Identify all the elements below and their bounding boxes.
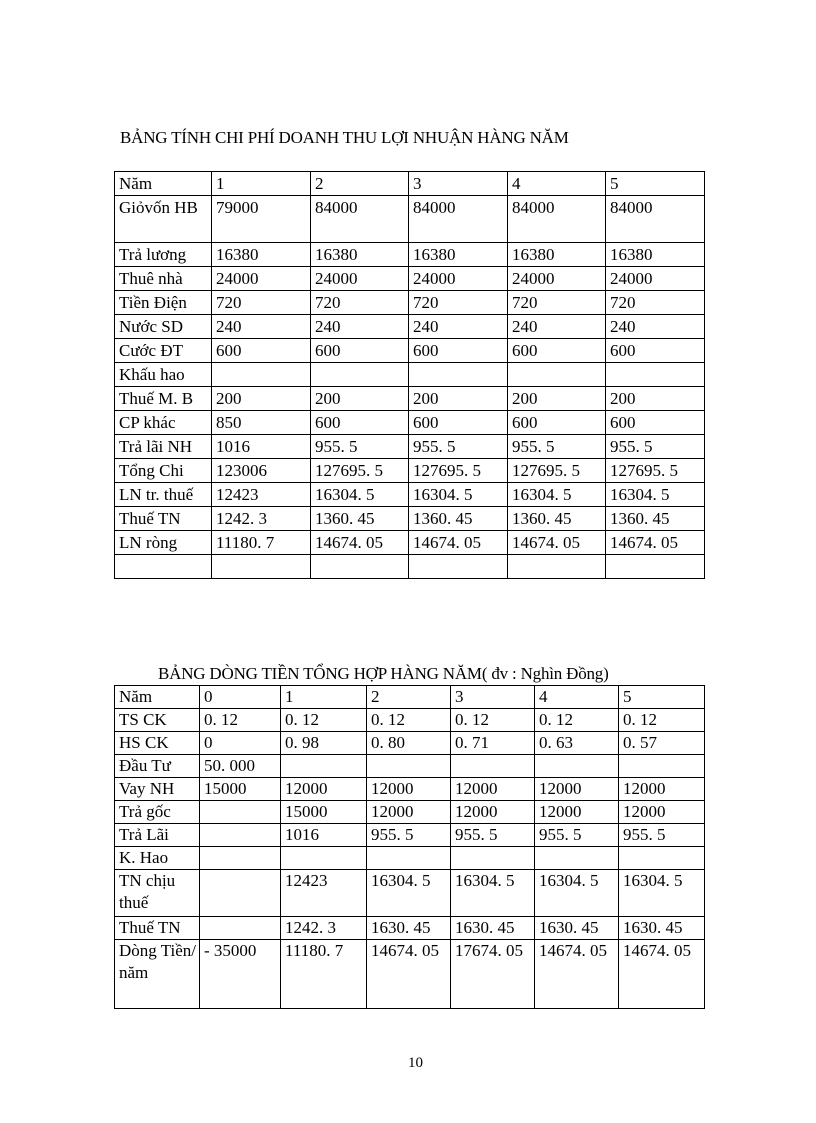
- table-cell: 240: [606, 315, 705, 339]
- table-cell: [311, 555, 409, 579]
- table-cell: 1242. 3: [281, 917, 367, 940]
- table-cell: 123006: [212, 459, 311, 483]
- table-cell: 0: [200, 732, 281, 755]
- table-cell: 720: [212, 291, 311, 315]
- row-label-cell: Khấu hao: [115, 363, 212, 387]
- row-label-cell: Năm: [115, 172, 212, 196]
- table-cell: 12423: [212, 483, 311, 507]
- table-cell: 955. 5: [409, 435, 508, 459]
- table-cell: 0. 12: [535, 709, 619, 732]
- table-cell: 955. 5: [619, 824, 705, 847]
- table-cell: 84000: [606, 196, 705, 243]
- table-cell: 16380: [311, 243, 409, 267]
- row-label-cell: Trả gốc: [115, 801, 200, 824]
- table-cell: 0. 80: [367, 732, 451, 755]
- row-label-cell: Tổng Chi: [115, 459, 212, 483]
- table-cell: 955. 5: [367, 824, 451, 847]
- table-cell: 1360. 45: [311, 507, 409, 531]
- table-cell: [606, 555, 705, 579]
- table-cell: [535, 847, 619, 870]
- table-cell: 600: [311, 339, 409, 363]
- table-cell: [200, 917, 281, 940]
- row-label-cell: Thuê nhà: [115, 267, 212, 291]
- table-cell: 1360. 45: [508, 507, 606, 531]
- row-label-cell: TN chịu thuế: [115, 870, 200, 917]
- table-cell: 12000: [619, 801, 705, 824]
- table2-title: BẢNG DÒNG TIỀN TỔNG HỢP HÀNG NĂM( đv : Nghìn Đồng): [158, 664, 609, 683]
- table-row: [115, 339, 705, 363]
- row-label-cell: TS CK: [115, 709, 200, 732]
- table-row: [115, 459, 705, 483]
- table-cell: 84000: [409, 196, 508, 243]
- row-label-cell: Dòng Tiền/ năm: [115, 940, 200, 1009]
- table-cell: [200, 847, 281, 870]
- table-cell: 955. 5: [311, 435, 409, 459]
- table-cell: 240: [508, 315, 606, 339]
- page-number: 10: [408, 1055, 423, 1071]
- table-cell: 14674. 05: [311, 531, 409, 555]
- table-cell: 16304. 5: [311, 483, 409, 507]
- table-cell: 1016: [281, 824, 367, 847]
- table-row: [115, 755, 705, 778]
- table-cell: 12000: [367, 778, 451, 801]
- table-cell: 0. 12: [451, 709, 535, 732]
- table-cell: 127695. 5: [606, 459, 705, 483]
- table-row: [115, 483, 705, 507]
- table-cell: 0. 12: [281, 709, 367, 732]
- table-cell: 200: [508, 387, 606, 411]
- table-cell: 2: [311, 172, 409, 196]
- table-cell: 84000: [508, 196, 606, 243]
- table-cell: 24000: [606, 267, 705, 291]
- table-cell: 3: [409, 172, 508, 196]
- table-cell: 2: [367, 686, 451, 709]
- table-cell: 4: [535, 686, 619, 709]
- table-cell: 200: [409, 387, 508, 411]
- row-label-cell: Thuế TN: [115, 507, 212, 531]
- table-cell: 15000: [200, 778, 281, 801]
- table-row: [115, 315, 705, 339]
- table-cell: 0. 63: [535, 732, 619, 755]
- table-cell: 16304. 5: [606, 483, 705, 507]
- table-cell: 0. 57: [619, 732, 705, 755]
- table-cell: 79000: [212, 196, 311, 243]
- table-row: [115, 196, 705, 243]
- table-cell: [212, 555, 311, 579]
- table-cell: [535, 755, 619, 778]
- row-label-cell: [115, 555, 212, 579]
- table-cell: [409, 363, 508, 387]
- table-cell: [367, 755, 451, 778]
- table-cell: 600: [606, 411, 705, 435]
- table-cell: 127695. 5: [409, 459, 508, 483]
- table-cell: 127695. 5: [508, 459, 606, 483]
- table-cell: 600: [409, 411, 508, 435]
- table-cell: 5: [619, 686, 705, 709]
- table-cell: 0: [200, 686, 281, 709]
- table-cell: 240: [409, 315, 508, 339]
- row-label-cell: CP khác: [115, 411, 212, 435]
- table-cell: 14674. 05: [508, 531, 606, 555]
- table-cell: 12000: [281, 778, 367, 801]
- table-row: [115, 940, 705, 1009]
- table-cell: 84000: [311, 196, 409, 243]
- table-cell: 16380: [606, 243, 705, 267]
- table-cell: 200: [212, 387, 311, 411]
- row-label-cell: Giỏvốn HB: [115, 196, 212, 243]
- table-cell: 1360. 45: [606, 507, 705, 531]
- table-cell: 600: [508, 411, 606, 435]
- table-cell: 600: [311, 411, 409, 435]
- table-cell: 0. 12: [619, 709, 705, 732]
- table-row: [115, 243, 705, 267]
- table-cell: 12000: [619, 778, 705, 801]
- table-cell: 240: [311, 315, 409, 339]
- table-cell: 14674. 05: [535, 940, 619, 1009]
- table-cell: 600: [212, 339, 311, 363]
- row-label-cell: LN ròng: [115, 531, 212, 555]
- cost-revenue-profit-table: [114, 171, 705, 579]
- table-cell: 1016: [212, 435, 311, 459]
- table-cell: [508, 555, 606, 579]
- table-row: [115, 387, 705, 411]
- table-cell: 16380: [409, 243, 508, 267]
- table-cell: 12000: [535, 801, 619, 824]
- row-label-cell: Nước SD: [115, 315, 212, 339]
- table-row: [115, 732, 705, 755]
- table-cell: [200, 870, 281, 917]
- table-cell: [409, 555, 508, 579]
- table-cell: 1: [281, 686, 367, 709]
- row-label-cell: Thuế M. B: [115, 387, 212, 411]
- table-row: [115, 709, 705, 732]
- table-cell: 0. 71: [451, 732, 535, 755]
- table-cell: 0. 12: [367, 709, 451, 732]
- table-row: [115, 531, 705, 555]
- table-cell: 600: [606, 339, 705, 363]
- table-cell: 24000: [508, 267, 606, 291]
- row-label-cell: LN tr. thuế: [115, 483, 212, 507]
- row-label-cell: Trả lương: [115, 243, 212, 267]
- table-cell: [508, 363, 606, 387]
- table-cell: 1630. 45: [367, 917, 451, 940]
- table-cell: 1: [212, 172, 311, 196]
- table-row: [115, 847, 705, 870]
- row-label-cell: Trả Lãi: [115, 824, 200, 847]
- table-row: [115, 363, 705, 387]
- table-cell: 14674. 05: [367, 940, 451, 1009]
- table-cell: 955. 5: [535, 824, 619, 847]
- table-cell: [367, 847, 451, 870]
- table-cell: 0. 12: [200, 709, 281, 732]
- table-cell: 720: [606, 291, 705, 315]
- table-cell: 720: [409, 291, 508, 315]
- table-cell: [200, 801, 281, 824]
- table-cell: 1630. 45: [451, 917, 535, 940]
- table-cell: 14674. 05: [409, 531, 508, 555]
- cash-flow-table: [114, 685, 705, 1009]
- table-cell: 127695. 5: [311, 459, 409, 483]
- table-cell: 1630. 45: [535, 917, 619, 940]
- row-label-cell: HS CK: [115, 732, 200, 755]
- table-cell: 16304. 5: [508, 483, 606, 507]
- table-row: [115, 870, 705, 917]
- table-cell: [281, 755, 367, 778]
- table-cell: 16304. 5: [535, 870, 619, 917]
- table-row: [115, 917, 705, 940]
- table-cell: 720: [311, 291, 409, 315]
- table-cell: 12000: [451, 778, 535, 801]
- table-cell: [200, 824, 281, 847]
- table-cell: 16304. 5: [451, 870, 535, 917]
- table-cell: 200: [606, 387, 705, 411]
- table-cell: 240: [212, 315, 311, 339]
- table-row: [115, 435, 705, 459]
- table-cell: [212, 363, 311, 387]
- table-cell: 1630. 45: [619, 917, 705, 940]
- table-cell: 720: [508, 291, 606, 315]
- table-cell: 17674. 05: [451, 940, 535, 1009]
- table-cell: 11180. 7: [212, 531, 311, 555]
- header-row: [115, 686, 705, 709]
- table-row: [115, 778, 705, 801]
- table-cell: 4: [508, 172, 606, 196]
- header-row: [115, 172, 705, 196]
- table-cell: [451, 755, 535, 778]
- table-cell: 5: [606, 172, 705, 196]
- table-cell: 12000: [535, 778, 619, 801]
- table-row: [115, 291, 705, 315]
- table-cell: 955. 5: [606, 435, 705, 459]
- table-row: [115, 824, 705, 847]
- table-cell: 0. 98: [281, 732, 367, 755]
- table-cell: 1360. 45: [409, 507, 508, 531]
- table-cell: 24000: [212, 267, 311, 291]
- table-cell: [619, 847, 705, 870]
- table-cell: 3: [451, 686, 535, 709]
- table-cell: 600: [409, 339, 508, 363]
- row-label-cell: Trả lãi NH: [115, 435, 212, 459]
- table-cell: 12423: [281, 870, 367, 917]
- table-cell: 16304. 5: [367, 870, 451, 917]
- table-cell: 1242. 3: [212, 507, 311, 531]
- table-cell: [281, 847, 367, 870]
- table-cell: 955. 5: [508, 435, 606, 459]
- table-cell: 16380: [212, 243, 311, 267]
- table-cell: 200: [311, 387, 409, 411]
- row-label-cell: Năm: [115, 686, 200, 709]
- table-cell: 850: [212, 411, 311, 435]
- table-cell: 12000: [451, 801, 535, 824]
- table-cell: 11180. 7: [281, 940, 367, 1009]
- table-cell: [451, 847, 535, 870]
- table-cell: 12000: [367, 801, 451, 824]
- table-cell: 16380: [508, 243, 606, 267]
- table-cell: - 35000: [200, 940, 281, 1009]
- table-row: [115, 507, 705, 531]
- table-row: [115, 267, 705, 291]
- table-cell: [311, 363, 409, 387]
- table-row: [115, 801, 705, 824]
- row-label-cell: Vay NH: [115, 778, 200, 801]
- row-label-cell: Tiền Điện: [115, 291, 212, 315]
- table-cell: 14674. 05: [606, 531, 705, 555]
- table-cell: 14674. 05: [619, 940, 705, 1009]
- row-label-cell: Cước ĐT: [115, 339, 212, 363]
- table-cell: [606, 363, 705, 387]
- table-cell: 16304. 5: [619, 870, 705, 917]
- row-label-cell: K. Hao: [115, 847, 200, 870]
- table1-title: BẢNG TÍNH CHI PHÍ DOANH THU LỢI NHUẬN HÀNG NĂM: [120, 128, 569, 147]
- table-row: [115, 555, 705, 579]
- table-cell: [619, 755, 705, 778]
- table-cell: 16304. 5: [409, 483, 508, 507]
- table-cell: 24000: [409, 267, 508, 291]
- table-cell: 50. 000: [200, 755, 281, 778]
- table-row: [115, 411, 705, 435]
- table-cell: 15000: [281, 801, 367, 824]
- row-label-cell: Thuế TN: [115, 917, 200, 940]
- row-label-cell: Đầu Tư: [115, 755, 200, 778]
- table-cell: 955. 5: [451, 824, 535, 847]
- table-cell: 24000: [311, 267, 409, 291]
- table-cell: 600: [508, 339, 606, 363]
